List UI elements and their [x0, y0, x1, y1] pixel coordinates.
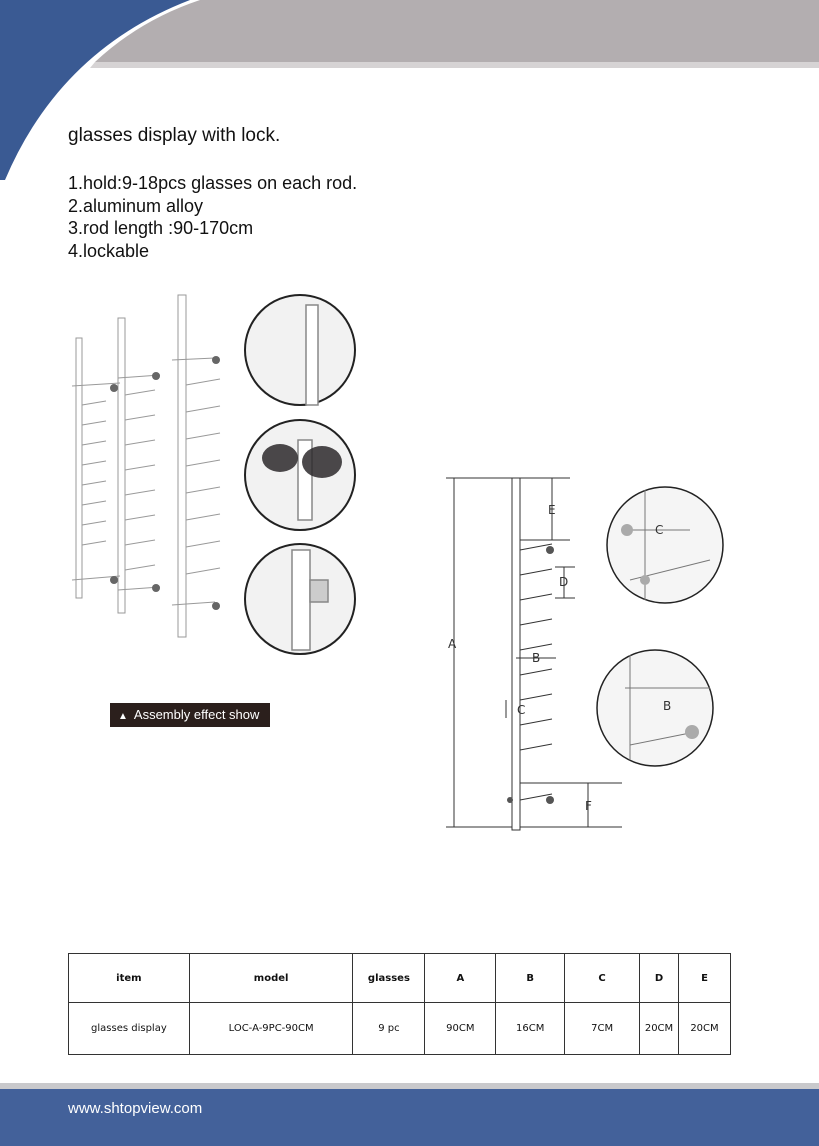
table-cell: LOC-A-9PC-90CM — [189, 1003, 353, 1055]
dimension-label-e: E — [548, 503, 556, 517]
dimension-label-b: B — [532, 651, 541, 665]
display-rod — [76, 338, 82, 598]
spec-table — [68, 953, 731, 1055]
page-title: glasses display with lock. — [68, 125, 281, 146]
table-cell: 90CM — [425, 1003, 496, 1055]
detail-label-b: B — [663, 699, 672, 713]
table-cell: glasses display — [69, 1003, 190, 1055]
table-cell: 9 pc — [353, 1003, 425, 1055]
table-header: C — [565, 954, 640, 1003]
table-cell: 20CM — [678, 1003, 730, 1055]
table-header-row — [69, 954, 731, 1003]
table-header: item — [69, 954, 190, 1003]
detail-circle-top — [245, 295, 355, 405]
feature-item: 4.lockable — [68, 240, 150, 261]
feature-item: 1.hold:9-18pcs glasses on each rod. — [68, 173, 358, 193]
assembly-illustration — [60, 290, 370, 670]
dimension-label-f: F — [585, 799, 592, 813]
dimension-label-d: D — [559, 575, 569, 589]
dimension-rod — [512, 478, 520, 830]
detail-circle-spacing — [607, 487, 723, 603]
table-row — [69, 1003, 731, 1055]
table-header: B — [496, 954, 565, 1003]
dimension-diagram — [440, 470, 740, 840]
detail-label-c: C — [655, 523, 664, 537]
header-decoration — [0, 0, 819, 190]
table-header: E — [678, 954, 730, 1003]
assembly-caption: ▲ Assembly effect show — [110, 703, 270, 727]
display-rod — [118, 318, 125, 613]
table-header: A — [425, 954, 496, 1003]
table-cell: 16CM — [496, 1003, 565, 1055]
footer-url[interactable]: www.shtopview.com — [68, 1100, 203, 1117]
feature-item: 2.aluminum alloy — [68, 195, 204, 216]
dimension-label-c: C — [517, 703, 526, 717]
table-cell: 7CM — [565, 1003, 640, 1055]
table-header: model — [189, 954, 353, 1003]
detail-circle-arm — [597, 650, 713, 766]
feature-item: 3.rod length :90-170cm — [68, 218, 254, 238]
table-header: D — [640, 954, 679, 1003]
table-cell: 20CM — [640, 1003, 679, 1055]
dimension-label-a: A — [448, 637, 457, 651]
display-rod — [178, 295, 186, 637]
triangle-up-icon: ▲ — [118, 711, 128, 722]
table-header: glasses — [353, 954, 425, 1003]
feature-list — [68, 172, 357, 262]
